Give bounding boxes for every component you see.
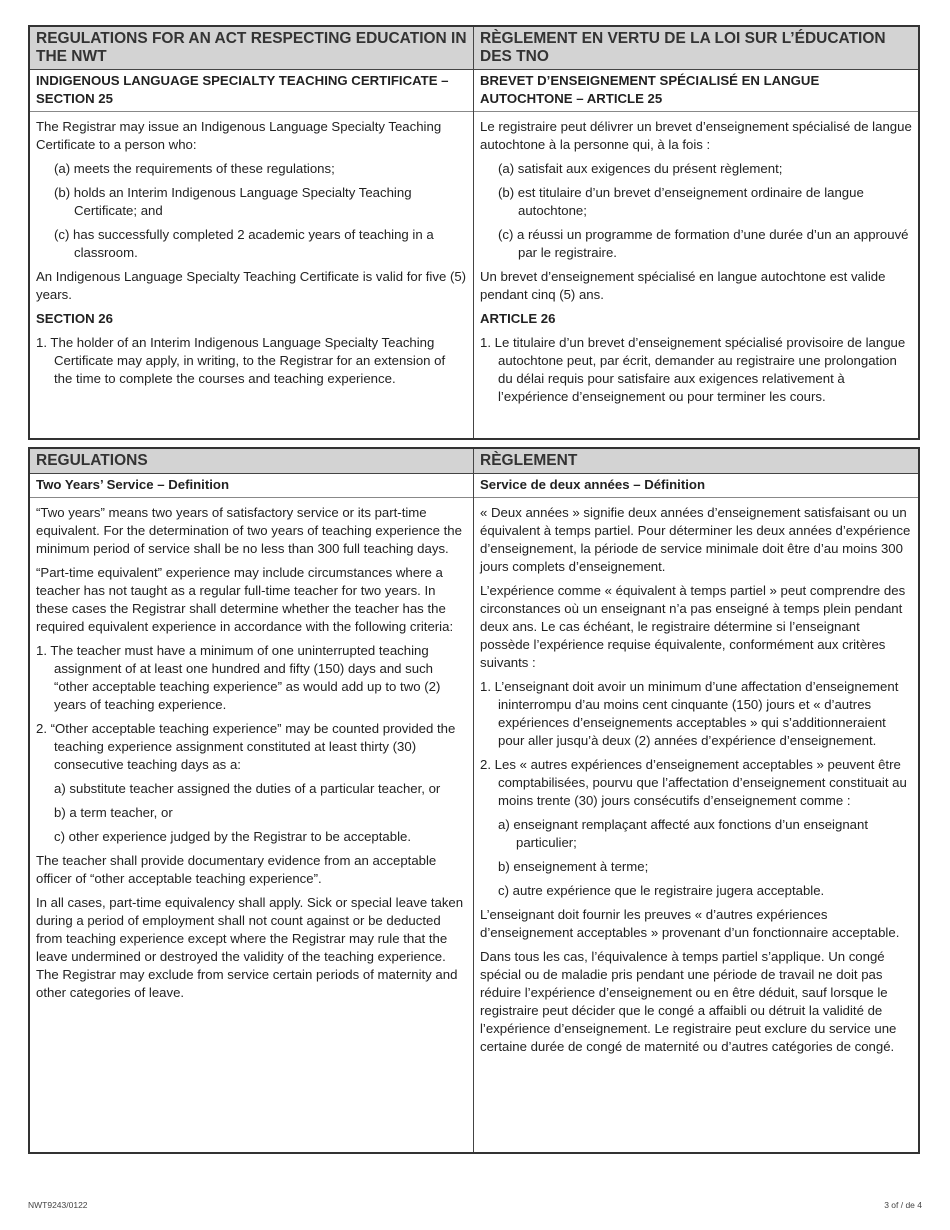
english-item-c: (c) has successfully completed 2 academic years of teaching in a classroom. (54, 227, 434, 260)
page-number: 3 of / de 4 (884, 1200, 922, 1210)
english-item-b: (b) holds an Interim Indigenous Language Specialty Teaching Certificate; and (54, 185, 412, 218)
french-criterion-2: 2. Les « autres expériences d’enseignement acceptables » peuvent être comptabilisées, pourvu que l’affectation d’enseignement constituait au moins trente (30) jours consécutifs d’enseignement comme : (480, 757, 907, 808)
english-subheader: Two Years’ Service – Definition (30, 474, 473, 498)
english-evidence: The teacher shall provide documentary evidence from an acceptable officer of “other acceptable teaching experience”. (36, 853, 437, 886)
english-header: REGULATIONS FOR AN ACT RESPECTING EDUCATION IN THE NWT (30, 27, 473, 70)
french-header: RÈGLEMENT (474, 449, 918, 474)
french-header: RÈGLEMENT EN VERTU DE LA LOI SUR L’ÉDUCATION DES TNO (474, 27, 918, 70)
english-subheader: INDIGENOUS LANGUAGE SPECIALTY TEACHING CERTIFICATE – SECTION 25 (30, 70, 473, 112)
english-section-26: SECTION 26 (36, 311, 113, 326)
english-item-a: (a) meets the requirements of these regulations; (54, 161, 335, 176)
english-column (30, 27, 474, 438)
english-criterion-2a: a) substitute teacher assigned the duties of a particular teacher, or (54, 781, 441, 796)
french-intro: Le registraire peut délivrer un brevet d’enseignement spécialisé de langue autochtone à la personne qui, à la fois : (480, 119, 912, 152)
english-criterion-2b: b) a term teacher, or (54, 805, 173, 820)
french-criterion-1: 1. L’enseignant doit avoir un minimum d’une affectation d’enseignement ininterrompu d’au moins cent cinquante (150) jours et « d’autres expériences d’enseignements acceptables » qui s’additionneraient pour aller jusqu’à deux (2) années d’expérience d’enseignement. (480, 679, 899, 748)
english-leave: In all cases, part-time equivalency shall apply. Sick or special leave taken during a period of employment shall not count against or be deducted from teaching experience except where the Registrar may rule that the leave undermined or destroyed the validity of the teaching experience. The Registrar may exclude from service certain periods of maternity and other categories of leave. (36, 895, 464, 1000)
french-criterion-2b: b) enseignement à terme; (498, 859, 649, 874)
french-article-26-point-1: 1. Le titulaire d’un brevet d’enseignement spécialisé provisoire de langue autochtone peut, par écrit, demander au registraire une prolongation du délai requis pour satisfaire aux exigences relativement à l’expérience d’enseignement ou pour terminer les cours. (480, 335, 906, 404)
french-criterion-2c: c) autre expérience que le registraire jugera acceptable. (498, 883, 825, 898)
english-column (30, 449, 474, 1152)
english-header: REGULATIONS (30, 449, 473, 474)
french-criterion-2a: a) enseignant remplaçant affecté aux fonctions d’un enseignant particulier; (498, 817, 868, 850)
form-code: NWT9243/0122 (28, 1200, 88, 1210)
french-item-b: (b) est titulaire d’un brevet d’enseignement ordinaire de langue autochtone; (498, 185, 864, 218)
french-item-a: (a) satisfait aux exigences du présent règlement; (498, 161, 783, 176)
french-evidence: L’enseignant doit fournir les preuves « d’autres expériences d’enseignement acceptables » provenant d’un fonctionnaire acceptable. (480, 907, 900, 940)
english-definition: “Two years” means two years of satisfactory service or its part-time equivalent. For the determination of two years of teaching experience the minimum period of service shall be no less than 300 full teaching days. (36, 505, 462, 556)
french-article-26: ARTICLE 26 (480, 311, 556, 326)
two-years-service-table (28, 447, 920, 1154)
french-subheader: Service de deux années – Définition (474, 474, 918, 498)
french-item-c: (c) a réussi un programme de formation d’une durée d’un an approuvé par le registraire. (498, 227, 909, 260)
french-subheader: BREVET D’ENSEIGNEMENT SPÉCIALISÉ EN LANGUE AUTOCHTONE – ARTICLE 25 (474, 70, 918, 112)
english-validity: An Indigenous Language Specialty Teaching Certificate is valid for five (5) years. (36, 269, 467, 302)
english-criterion-2c: c) other experience judged by the Registrar to be acceptable. (54, 829, 412, 844)
french-leave: Dans tous les cas, l’équivalence à temps partiel s’applique. Un congé spécial ou de maladie pris pendant une période de travail ne doit pas réduire l’expérience d’enseignement ou en être déduit, sauf lorsque le registraire peut décider que le congé a affaibli ou détruit la validité de l’expérience d’enseignement. Le registraire peut exclure du service une certaine durée de congé de maternité ou d’autres catégories de congé. (480, 949, 897, 1054)
english-criterion-1: 1. The teacher must have a minimum of one uninterrupted teaching assignment of at least one hundred and fifty (150) days and such “other acceptable teaching experience” as would add up to two (2) years of teaching experience. (36, 643, 441, 712)
french-part-time: L’expérience comme « équivalent à temps partiel » peut comprendre des circonstances où un enseignant n’a pas enseigné à temps plein pendant deux ans. Le cas échéant, le registraire détermine si l’enseignant possède l’expérience requise équivalente, conformément aux critères suivants : (480, 583, 906, 670)
english-intro: The Registrar may issue an Indigenous Language Specialty Teaching Certificate to a person who: (36, 119, 442, 152)
french-validity: Un brevet d’enseignement spécialisé en langue autochtone est valide pendant cinq (5) ans. (480, 269, 886, 302)
english-criterion-2: 2. “Other acceptable teaching experience” may be counted provided the teaching experience assignment constituted at least thirty (30) consecutive teaching days as a: (36, 721, 456, 772)
section-25-26-table (28, 25, 920, 440)
english-section-26-point-1: 1. The holder of an Interim Indigenous Language Specialty Teaching Certificate may apply, in writing, to the Registrar for an extension of the time to complete the courses and teaching experience. (36, 335, 446, 386)
french-definition: « Deux années » signifie deux années d’enseignement satisfaisant ou un équivalent à temps partiel. Pour déterminer les deux années d’expérience d’enseignement, la période de service minimale doit être d’au moins 300 jours complets d’enseignement. (480, 505, 911, 574)
french-column (474, 27, 918, 438)
french-column (474, 449, 918, 1152)
english-part-time: “Part-time equivalent” experience may include circumstances where a teacher has not taught as a regular full-time teacher for two years. In these cases the Registrar shall determine whether the teacher has the required equivalent experience in accordance with the following criteria: (36, 565, 454, 634)
